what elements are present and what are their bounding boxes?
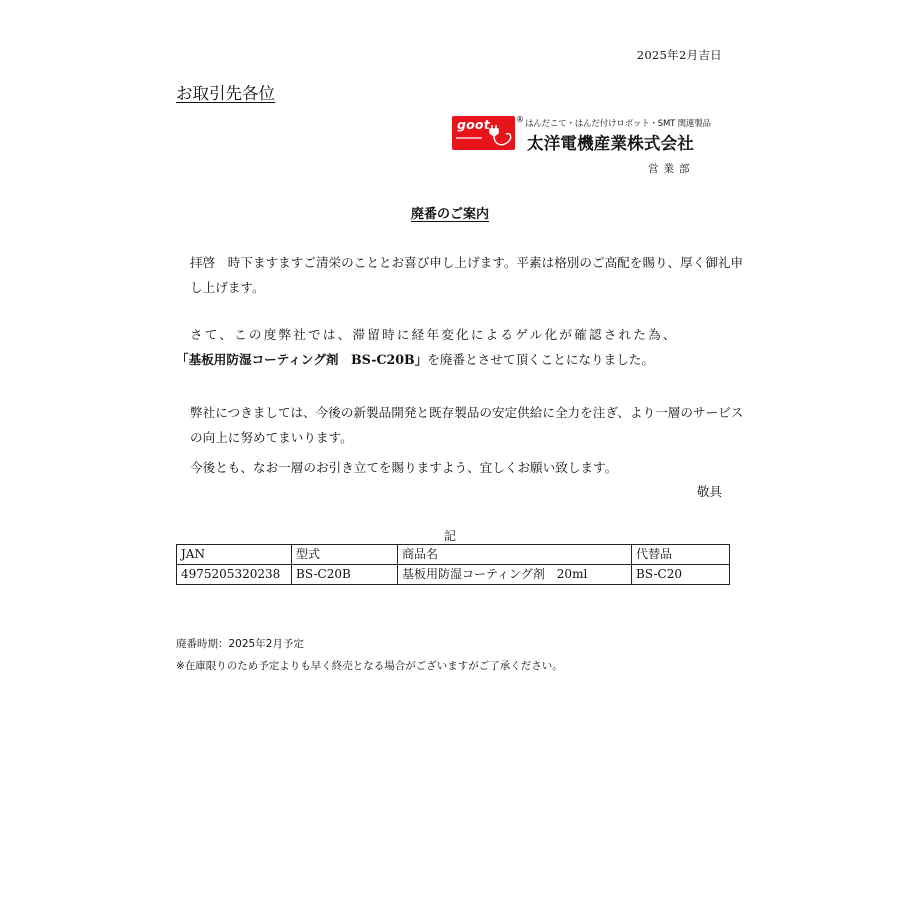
cell-jan: 4975205320238 [177,565,292,585]
company-tagline: はんだこて・はんだ付けロボット・SMT 関連製品 [525,119,711,129]
header-jan: JAN [177,545,292,565]
product-table [176,544,730,585]
header-model: 型式 [292,545,398,565]
goot-logo [452,116,515,150]
header-replacement: 代替品 [632,545,730,565]
soldering-iron-icon [452,116,515,150]
header-product-name: 商品名 [398,545,632,565]
addressee: お取引先各位 [176,84,275,103]
stock-note: ※在庫限りのため予定よりも早く終売となる場合がございますがご了承ください。 [176,660,563,672]
record-heading: 記 [443,529,456,543]
company-name: 太洋電機産業株式会社 [527,134,694,153]
registered-mark: ® [516,115,524,124]
product-name-bold: 「基板用防湿コーティング剤 BS-C20B」 [176,352,428,367]
department: 営業部 [648,163,695,175]
table-header-row [177,545,730,565]
cell-model: BS-C20B [292,565,398,585]
discontinuation-line: さて、この度弊社では、滞留時に経年変化によるゲル化が確認された為、 [190,327,678,342]
table-row [177,565,730,585]
closing-remark: 敬具 [696,484,722,499]
cell-replacement: BS-C20 [632,565,730,585]
discontinuation-rest: を廃番とさせて頂くことになりました。 [427,352,654,367]
notice-title: 廃番のご案内 [410,207,489,222]
logo-text: goot [457,117,490,132]
request-paragraph: 今後とも、なお一層のお引き立てを賜りますよう、宜しくお願い致します。 [190,460,618,475]
commitment-paragraph: 弊社につきましては、今後の新製品開発と既存製品の安定供給に全力を注ぎ、より一層のサービスの向上に努めてまいります。 [190,405,744,445]
discontinuation-paragraph [176,322,736,372]
cell-product-name: 基板用防湿コーティング剤 20ml [398,565,632,585]
discontinuation-period: 廃番時期：2025年2月予定 [176,638,304,650]
greeting-paragraph: 拝啓 時下ますますご清栄のこととお喜び申し上げます。平素は格別のご高配を賜り、厚く御礼申し上げます。 [190,255,744,295]
document-date: 2025年2月吉日 [636,48,722,62]
